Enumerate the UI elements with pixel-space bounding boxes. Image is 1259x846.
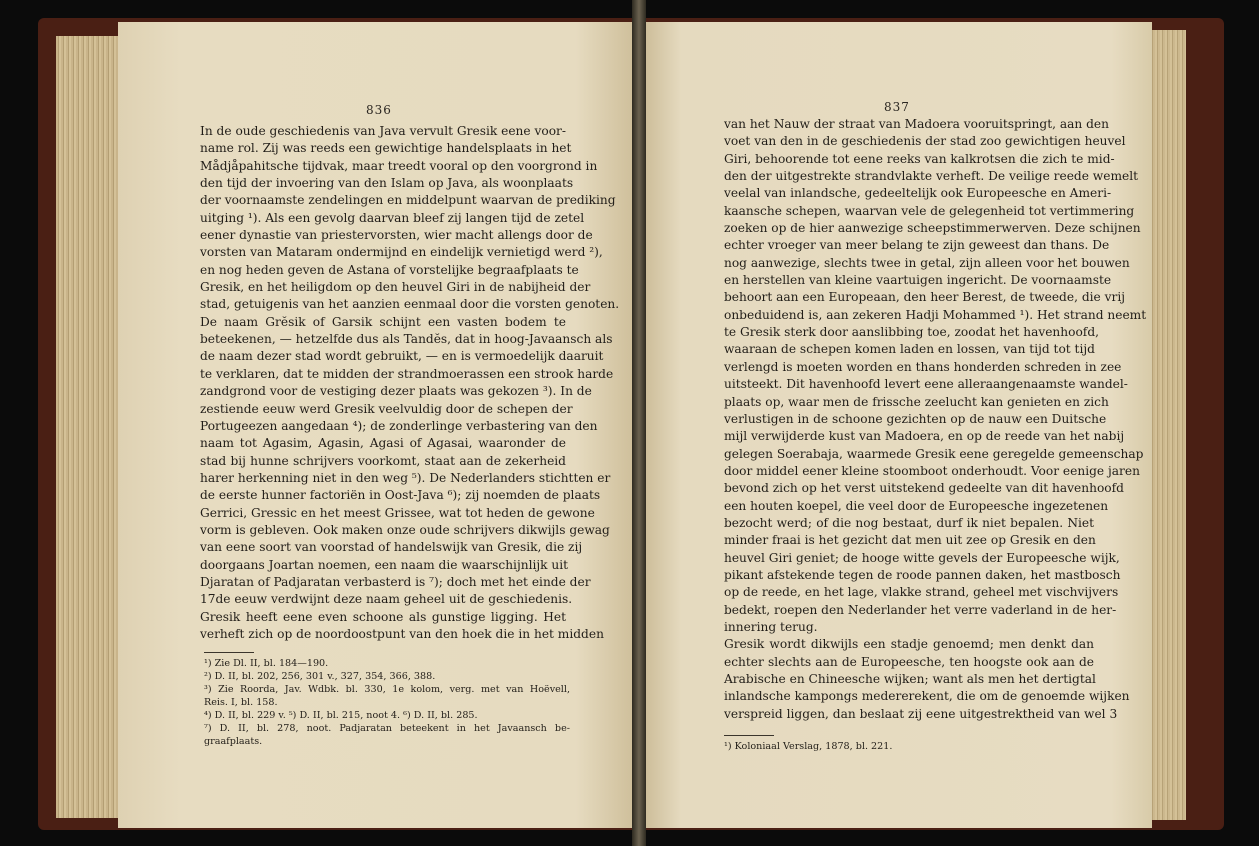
text-line: innering terug. [724, 619, 818, 634]
text-line: bevond zich op het verst uitstekend gedeelte van dit havenhoofd [724, 481, 1124, 496]
page-edges-right [1150, 30, 1186, 820]
text-line: Giri, behoorende tot eene reeks van kalkrotsen die zich te mid- [724, 151, 1115, 166]
right-body-text [724, 116, 1147, 723]
text-line: In de oude geschiedenis van Java vervult Gresik eene voor- [200, 124, 566, 138]
right-page-number: 837 [884, 100, 910, 114]
text-line: Arabische en Chineesche wijken; want als men het dertigtal [724, 672, 1096, 686]
left-page-number: 836 [366, 103, 392, 117]
text-line: Gresik heeft eene even schoone als gunstige ligging. Het [200, 609, 566, 624]
text-line: vorsten van Mataram ondermijnd en eindelijk vernietigd werd ²), [200, 245, 603, 260]
footnote-line: Reis. I, bl. 158. [204, 697, 278, 708]
text-line: zoeken op de hier aanwezige scheepstimmerwerven. Deze schijnen [724, 221, 1141, 236]
page-edges-left [56, 36, 122, 818]
text-line: plaats op, waar men de frissche zeelucht kan genieten en zich [724, 394, 1109, 409]
text-line: Gresik wordt dikwijls een stadje genoemd; men denkt dan [724, 637, 1094, 652]
text-line: De naam Grĕsik of Garsik schijnt een vasten bodem te [200, 314, 566, 329]
text-line: bezocht werd; of die nog bestaat, durf ik niet bepalen. Niet [724, 515, 1094, 530]
text-line: naam tot Agasim, Agasin, Agasi of Agasai, waaronder de [200, 436, 566, 451]
text-line: veelal van inlandsche, gedeeltelijk ook Europeesche en Ameri- [724, 186, 1112, 201]
text-line: harer herkenning niet in den weg ⁵). De Nederlanders stichtten er [200, 470, 611, 485]
text-line: stad bij hunne schrijvers voorkomt, staat aan de zekerheid [200, 453, 566, 468]
footnote-line: ⁴) D. II, bl. 229 v. ⁵) D. II, bl. 215, noot 4. ⁶) D. II, bl. 285. [204, 710, 478, 721]
footnote-line: ⁷) D. II, bl. 278, noot. Padjaratan beteekent in het Javaansch be- [204, 723, 570, 734]
footnote-line: ³) Zie Roorda, Jav. Wdbk. bl. 330, 1e kolom, verg. met van Hoëvell, [204, 684, 570, 695]
text-line: den tijd der invoering van den Islam op Java, als woonplaats [200, 176, 574, 191]
text-line: en nog heden geven de Astana of vorstelijke begraafplaats te [200, 262, 579, 277]
text-line: pikant afstekende tegen de roode pannen daken, het mastbosch [724, 567, 1121, 582]
right-footnotes [724, 740, 1094, 753]
left-body-text [200, 123, 620, 643]
text-line: Gerrici, Gressic en het meest Grissee, wat tot heden de gewone [200, 505, 595, 520]
text-line: op de reede, en het lage, vlakke strand, geheel met vischvijvers [724, 585, 1119, 600]
text-line: door middel eener kleine stoomboot onderhoudt. Voor eenige jaren [724, 463, 1140, 478]
text-line: nog aanwezige, slechts twee in getal, zijn alleen voor het bouwen [724, 255, 1130, 270]
text-line: een houten koepel, die veel door de Europeesche ingezetenen [724, 498, 1109, 513]
footnote-line: ¹) Koloniaal Verslag, 1878, bl. 221. [724, 741, 893, 752]
text-line: beteekenen, — hetzelfde dus als Tandĕs, dat in hoog-Javaansch als [200, 332, 613, 347]
text-line: van het Nauw der straat van Madoera vooruitspringt, aan den [724, 117, 1109, 131]
text-line: name rol. Zij was reeds een gewichtige handelsplaats in het [200, 141, 572, 156]
right-footnote-rule [724, 735, 774, 736]
text-line: te verklaren, dat te midden der strandmoerassen een strook harde [200, 366, 614, 381]
text-line: voet van den in de geschiedenis der stad zoo gewichtigen heuvel [724, 134, 1126, 149]
text-line: inlandsche kampongs medererekent, die om de genoemde wijken [724, 689, 1130, 704]
left-footnote-rule [204, 652, 254, 653]
book-spine [632, 0, 646, 846]
text-line: verlustigen in de schoone gezichten op de nauw een Duitsche [724, 411, 1107, 426]
text-line: uitsteekt. Dit havenhoofd levert eene alleraangenaamste wandel- [724, 377, 1128, 392]
text-line: den der uitgestrekte strandvlakte verheft. De veilige reede wemelt [724, 169, 1139, 184]
text-line: der voornaamste zendelingen en middelpunt waarvan de prediking [200, 193, 616, 208]
text-line: echter slechts aan de Europeesche, ten hoogste ook aan de [724, 654, 1094, 669]
text-line: doorgaans Joartan noemen, een naam die waarschijnlijk uit [200, 557, 569, 572]
text-line: gelegen Soerabaja, waarmede Gresik eene geregelde gemeenschap [724, 446, 1144, 461]
text-line: 17de eeuw verdwijnt deze naam geheel uit de geschiedenis. [200, 592, 573, 607]
text-line: mijl verwijderde kust van Madoera, en op de reede van het nabij [724, 429, 1125, 444]
text-line: zandgrond voor de vestiging dezer plaats was gekozen ³). In de [200, 384, 592, 399]
text-line: heuvel Giri geniet; de hooge witte gevels der Europeesche wijk, [724, 550, 1120, 565]
text-line: en herstellen van kleine vaartuigen ingericht. De voornaamste [724, 273, 1112, 288]
text-line: van eene soort van voorstad of handelswijk van Gresik, die zij [200, 540, 583, 555]
text-line: uitging ¹). Als een gevolg daarvan bleef zij langen tijd de zetel [200, 210, 585, 225]
text-line: vorm is gebleven. Ook maken onze oude schrijvers dikwijls gewag [200, 522, 610, 537]
text-line: stad, getuigenis van het aanzien eenmaal door die vorsten genoten. [200, 297, 620, 312]
text-line: te Gresik sterk door aanslibbing toe, zoodat het havenhoofd, [724, 325, 1099, 340]
text-line: Mådjåpahitsche tijdvak, maar treedt vooral op den voorgrond in [200, 158, 598, 173]
text-line: zestiende eeuw werd Gresik veelvuldig door de schepen der [200, 401, 573, 416]
text-line: de naam dezer stad wordt gebruikt, — en is vermoedelijk daaruit [200, 349, 604, 364]
text-line: onbeduidend is, aan zekeren Hadji Mohammed ¹). Het strand neemt [724, 307, 1147, 322]
left-footnotes [204, 657, 570, 748]
text-line: verheft zich op de noordoostpunt van den hoek die in het midden [200, 626, 604, 641]
text-line: eener dynastie van priestervorsten, wier macht allengs door de [200, 228, 593, 243]
text-line: bedekt, roepen den Nederlander het verre vaderland in de her- [724, 602, 1117, 617]
text-line: waaraan de schepen komen laden en lossen, van tijd tot tijd [724, 342, 1095, 357]
text-line: verlengd is moeten worden en thans honderden schreden in zee [724, 359, 1122, 374]
text-line: Portugeezen aangedaan ⁴); de zonderlinge verbastering van den [200, 418, 598, 433]
footnote-line: graafplaats. [204, 736, 263, 747]
footnote-line: ¹) Zie Dl. II, bl. 184—190. [204, 658, 329, 669]
text-line: de eerste hunner factoriën in Oost-Java ⁶); zij noemden de plaats [200, 488, 601, 503]
text-line: echter vroeger van meer belang te zijn geweest dan thans. De [724, 238, 1110, 253]
text-line: Djaratan of Padjaratan verbasterd is ⁷); doch met het einde der [200, 574, 591, 589]
text-line: minder fraai is het gezicht dat men uit zee op Gresik en den [724, 533, 1096, 548]
text-line: Gresik, en het heiligdom op den heuvel Giri in de nabijheid der [200, 280, 591, 295]
text-line: verspreid liggen, dan beslaat zij eene uitgestrektheid van wel 3 [724, 706, 1118, 721]
text-line: behoort aan een Europeaan, den heer Berest, de tweede, die vrij [724, 290, 1125, 305]
footnote-line: ²) D. II, bl. 202, 256, 301 v., 327, 354, 366, 388. [204, 671, 436, 682]
text-line: kaansche schepen, waarvan vele de gelegenheid tot vertimmering [724, 203, 1135, 218]
